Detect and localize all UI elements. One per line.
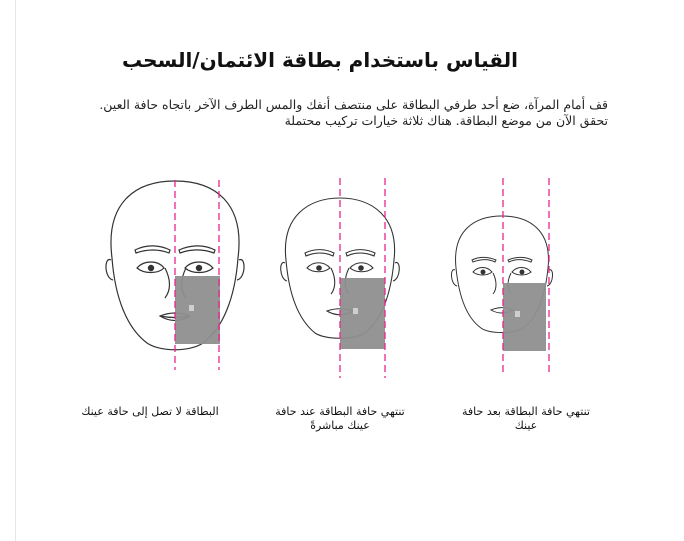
page-edge-line (15, 0, 16, 541)
credit-card (340, 278, 385, 349)
caption-card-beyond: تنتهي حافة البطاقة بعد حافة عينك (462, 405, 590, 432)
instructions-line-2: تحقق الآن من موضع البطاقة. هناك ثلاثة خيارات تركيب محتملة (284, 113, 608, 128)
face-illustration (265, 168, 460, 383)
page-title: القياس باستخدام بطاقة الائتمان/السحب (122, 48, 518, 72)
face-figure-card-exact (265, 168, 460, 383)
face-illustration (445, 168, 640, 383)
instructions (55, 97, 608, 129)
caption-card-short: البطاقة لا تصل إلى حافة عينك (81, 405, 219, 418)
card-chip-icon (515, 311, 520, 317)
card-chip-icon (353, 308, 358, 314)
credit-card (175, 276, 220, 344)
caption-card-exact: تنتهي حافة البطاقة عند حافة عينك مباشرةً (275, 405, 405, 432)
face-figure-card-beyond (445, 168, 640, 383)
face-illustration (75, 168, 270, 383)
card-chip-icon (189, 305, 194, 311)
instructions-line-1: قف أمام المرآة، ضع أحد طرفي البطاقة على منتصف أنفك والمس الطرف الآخر باتجاه حافة العين. (99, 97, 608, 112)
face-figure-card-short (75, 168, 270, 383)
credit-card (503, 283, 546, 351)
